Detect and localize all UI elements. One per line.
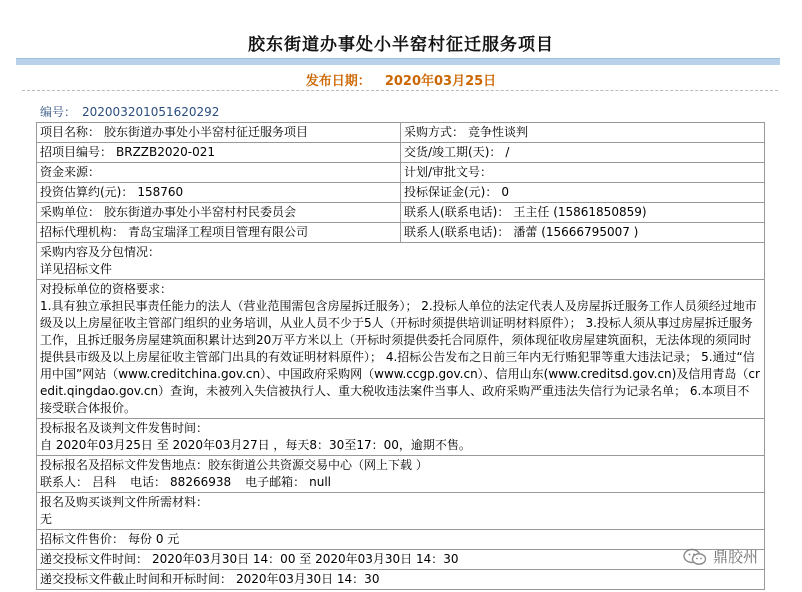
content-value: 详见招标文件 xyxy=(40,262,113,276)
deposit-cell xyxy=(401,183,765,203)
qualification-label: 对投标单位的资格要求： xyxy=(40,282,173,296)
purchaser-value: 胶东街道办事处小半窑村村民委员会 xyxy=(104,205,297,219)
table-row xyxy=(37,163,765,183)
page-title: 胶东街道办事处小半窑村征迁服务项目 xyxy=(248,35,554,55)
wechat-watermark xyxy=(683,546,758,567)
serial-value: 20200320105162029​2 xyxy=(82,105,220,119)
budget-label: 投资估算约(元)： xyxy=(40,185,134,199)
qualification-cell xyxy=(37,280,765,419)
deposit-value: 0 xyxy=(501,185,510,199)
submit-time-label: 递交投标文件时间： xyxy=(40,552,149,566)
dashed-divider xyxy=(22,90,778,91)
table-row xyxy=(37,143,765,163)
signup-place-label: 投标报名及招标文件发售地点： xyxy=(40,458,209,472)
email-value: null xyxy=(309,475,332,489)
project-name-cell xyxy=(37,123,401,143)
delivery-label: 交货/竣工期(天)： xyxy=(404,145,502,159)
table-row xyxy=(37,570,765,590)
title-divider-bar xyxy=(16,58,780,65)
content-cell xyxy=(37,243,765,280)
procure-method-cell xyxy=(401,123,765,143)
materials-cell xyxy=(37,493,765,530)
phone-value: 88266938 xyxy=(170,475,232,489)
qualification-text: 1.具有独立承担民事责任能力的法人（营业范围需包含房屋拆迁服务）； 2.投标人单位的法定代表人及房屋拆迁服务工作人员须经过地市级及以上房屋征收主管部门组织的业务培训，从业人员不少于5人（开标时须提供培训证明材料原件）； 3.投标人须从事过房屋拆迁服务工作，且拆迁服务房屋建筑面积累计达到20万平方米以上（开标时须提供委托合同原件，须体现征收房屋建筑面积，无法体现的须同时提供县市级及以上房屋征收主管部门出具的有效证明材料原件）； 4.招标公告发布之日前三年内无行贿犯罪等重大违法记录； 5.通过“信用中国”网站（www.creditchina.gov.cn）、中国政府采购网（www.ccgp.gov.cn）、信用山东(www.creditsd.gov.cn)及信用青岛（credit.qingdao.gov.cn）查询，未被列入失信被执行人、重大税收违法案件当事人、政府采购严重违法失信行为记录名单； 6.本项目不接受联合体报价。 xyxy=(40,299,760,415)
signup-place-cell xyxy=(37,456,765,493)
bid-no-label: 招项目编号： xyxy=(40,145,113,159)
bid-no-value: BRZZB2020-021 xyxy=(116,145,216,159)
deadline-cell xyxy=(37,570,765,590)
project-name-value: 胶东街道办事处小半窑村征迁服务项目 xyxy=(104,125,309,139)
serial-number xyxy=(40,103,219,120)
fund-source-cell xyxy=(37,163,401,183)
plan-no-label: 计划/审批文号： xyxy=(404,165,493,179)
contact3-value: 吕科 xyxy=(92,475,117,489)
table-row xyxy=(37,493,765,530)
contact2-cell xyxy=(401,223,765,243)
watermark-text: 鼎胶州 xyxy=(713,548,759,566)
agency-value: 青岛宝瑞泽工程项目管理有限公司 xyxy=(128,225,309,239)
table-row xyxy=(37,419,765,456)
signup-time-value: 自 2020年03月25日 至 2020年03月27日 ，每天8：30至17：00，逾期不售。 xyxy=(40,438,471,452)
table-row xyxy=(37,280,765,419)
publish-date-value: 2020年03月25日 xyxy=(384,74,497,89)
procure-method-label: 采购方式： xyxy=(404,125,465,139)
signup-time-label: 投标报名及谈判文件发售时间： xyxy=(40,421,209,435)
fund-source-label: 资金来源： xyxy=(40,165,101,179)
budget-cell xyxy=(37,183,401,203)
table-row xyxy=(37,243,765,280)
contact1-cell xyxy=(401,203,765,223)
publish-date-line xyxy=(0,70,802,89)
bid-no-cell xyxy=(37,143,401,163)
email-label: 电子邮箱： xyxy=(245,475,306,489)
procure-method-value: 竞争性谈判 xyxy=(468,125,529,139)
table-row xyxy=(37,183,765,203)
budget-value: 158760 xyxy=(137,185,184,199)
signup-place-value: 胶东街道公共资源交易中心（网上下载 ） xyxy=(208,458,428,472)
wechat-icon xyxy=(683,548,707,566)
deadline-label: 递交投标文件截止时间和开标时间： xyxy=(40,572,233,586)
purchaser-label: 采购单位： xyxy=(40,205,101,219)
contact2-label: 联系人(联系电话)： xyxy=(404,225,510,239)
table-row xyxy=(37,203,765,223)
table-row xyxy=(37,456,765,493)
contact1-value: 王主任 (15861850859) xyxy=(513,205,647,219)
materials-label: 报名及购买谈判文件所需材料： xyxy=(40,495,209,509)
contact3-label: 联系人： xyxy=(40,475,89,489)
contact1-label: 联系人(联系电话)： xyxy=(404,205,510,219)
bid-info-table xyxy=(36,122,765,590)
contact2-value: 潘蕾 (15666795007 ) xyxy=(513,225,639,239)
project-name-label: 项目名称： xyxy=(40,125,101,139)
phone-label: 电话： xyxy=(130,475,167,489)
agency-cell xyxy=(37,223,401,243)
submit-time-cell xyxy=(37,550,765,570)
table-row xyxy=(37,550,765,570)
deadline-value: 2020年03月30日 14：30 xyxy=(236,572,380,586)
delivery-value: / xyxy=(505,145,510,159)
price-cell xyxy=(37,530,765,550)
publish-date-label: 发布日期： xyxy=(305,74,371,89)
agency-label: 招标代理机构： xyxy=(40,225,125,239)
materials-value: 无 xyxy=(40,512,53,526)
price-value: 每份 0 元 xyxy=(128,532,180,546)
table-row xyxy=(37,530,765,550)
content-label: 采购内容及分包情况： xyxy=(40,245,161,259)
plan-no-cell xyxy=(401,163,765,183)
delivery-cell xyxy=(401,143,765,163)
serial-label: 编号： xyxy=(40,105,77,119)
price-label: 招标文件售价： xyxy=(40,532,125,546)
signup-time-cell xyxy=(37,419,765,456)
purchaser-cell xyxy=(37,203,401,223)
submit-time-value: 2020年03月30日 14：00 至 2020年03月30日 14：30 xyxy=(152,552,459,566)
table-row xyxy=(37,223,765,243)
table-row xyxy=(37,123,765,143)
deposit-label: 投标保证金(元)： xyxy=(404,185,498,199)
